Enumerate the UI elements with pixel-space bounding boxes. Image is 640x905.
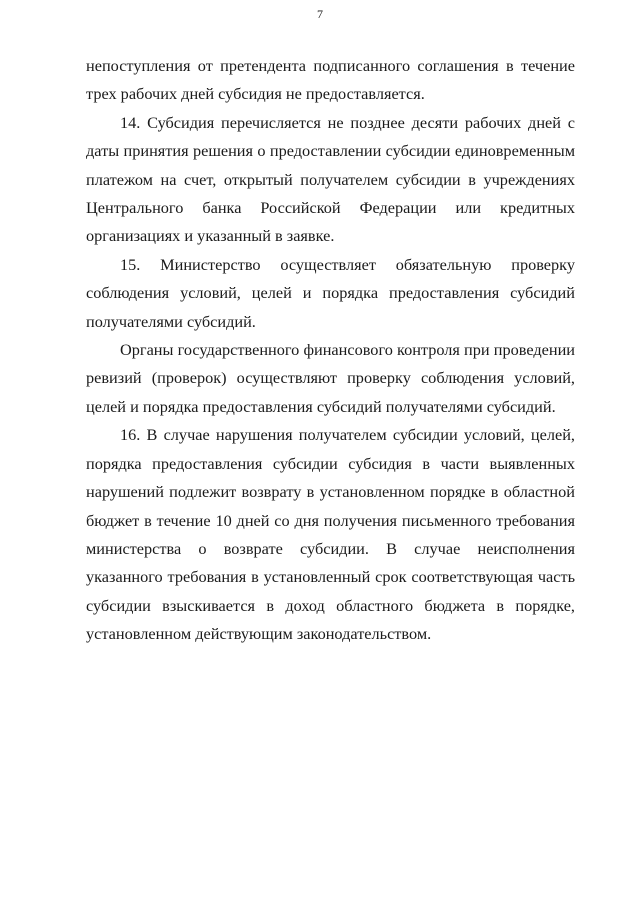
paragraph-item-14: 14. Субсидия перечисляется не позднее десяти рабочих дней с даты принятия решения о предоставлении субсидии единовременным платежом на счет, открытый получателем субсидии в учреждениях Центрального банка Российской Федерации или кредитных организациях и указанный в заявке. [86, 112, 575, 246]
paragraph-item-16: 16. В случае нарушения получателем субсидии условий, целей, порядка предоставления субсидии субсидия в части выявленных нарушений подлежит возврату в установленном порядке в областной бюджет в течение 10 дней со дня получения письменного требования министерства о возврате субсидии. В случае неисполнения указанного требования в установленный срок соответствующая часть субсидии взыскивается в доход областного бюджета в порядке, установленном действующим законодательством. [86, 425, 575, 644]
paragraph-financial-control: Органы государственного финансового контроля при проведении ревизий (проверок) осуществляют проверку соблюдения условий, целей и порядка предоставления субсидий получателями субсидий. [86, 340, 575, 416]
paragraph-continuation: непоступления от претендента подписанного соглашения в течение трех рабочих дней субсидия не предоставляется. [86, 56, 575, 104]
document-body [86, 52, 575, 649]
page-number: 7 [317, 7, 323, 21]
paragraph-item-15: 15. Министерство осуществляет обязательную проверку соблюдения условий, целей и порядка предоставления субсидий получателями субсидий. [86, 254, 575, 331]
